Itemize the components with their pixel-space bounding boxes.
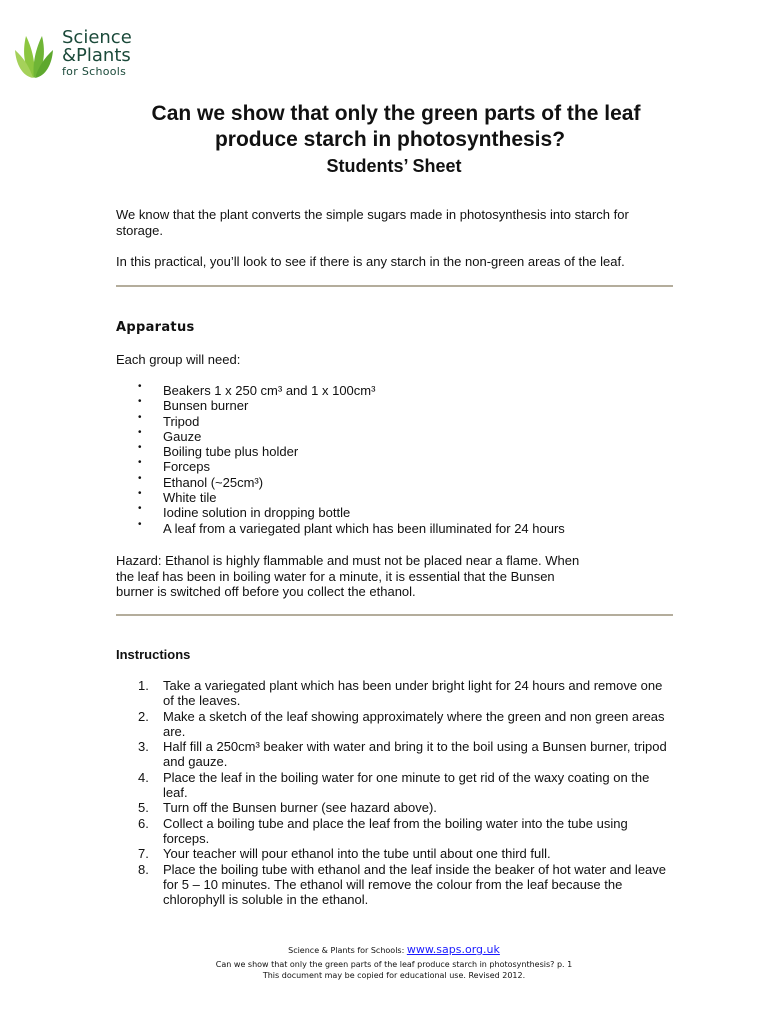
- leaf-logo-icon: [14, 30, 54, 80]
- step-number: 3.: [138, 739, 149, 755]
- step-number: 2.: [138, 708, 149, 724]
- list-item: [116, 678, 676, 709]
- apparatus-lead: Each group will need:: [116, 352, 241, 367]
- step-text: Collect a boiling tube and place the leaf from the boiling water into the tube using forceps.: [163, 815, 628, 846]
- step-text: Place the leaf in the boiling water for one minute to get rid of the waxy coating on the leaf.: [163, 769, 650, 801]
- step-number: 8.: [138, 861, 149, 877]
- bullet-icon: •: [138, 518, 142, 530]
- bullet-icon: •: [138, 503, 142, 515]
- list-item-text: Boiling tube plus holder: [163, 444, 299, 460]
- list-item-text: Tripod: [163, 413, 200, 429]
- list-item: [116, 505, 676, 520]
- section-divider: [116, 614, 673, 616]
- bullet-icon: •: [138, 381, 142, 392]
- list-item-text: Gauze: [163, 428, 202, 444]
- list-item: [116, 398, 676, 413]
- bullet-icon: •: [138, 411, 142, 423]
- list-item: [116, 459, 676, 474]
- list-item: [116, 862, 676, 908]
- bullet-icon: •: [138, 442, 142, 454]
- list-item-text: Beakers 1 x 250 cm³ and 1 x 100cm³: [163, 383, 376, 398]
- list-item: [116, 770, 676, 801]
- step-number: 5.: [138, 800, 149, 816]
- step-text: Your teacher will pour ethanol into the tube until about one third full.: [163, 846, 551, 862]
- list-item-text: Bunsen burner: [163, 398, 249, 414]
- bullet-icon: •: [138, 488, 142, 500]
- hazard-warning: Hazard: Ethanol is highly flammable and must not be placed near a flame. When the leaf has been in boiling water for a minute, it is essential that the Bunsen burner is switched off before you collect the ethanol.: [116, 553, 580, 599]
- step-number: 4.: [138, 769, 149, 785]
- step-text: Turn off the Bunsen burner (see hazard above).: [163, 800, 437, 816]
- footer-org: Science & Plants for Schools:: [288, 946, 405, 955]
- list-item-text: A leaf from a variegated plant which has been illuminated for 24 hours: [163, 520, 565, 536]
- bullet-icon: •: [138, 426, 142, 438]
- step-number: 1.: [138, 678, 149, 693]
- bullet-icon: •: [138, 457, 142, 469]
- page-subtitle: Students’ Sheet: [326, 156, 462, 176]
- intro-paragraph-2: In this practical, you’ll look to see if there is any starch in the non-green areas of the leaf.: [116, 254, 625, 269]
- footer-link[interactable]: www.saps.org.uk: [406, 943, 500, 956]
- list-item-text: Ethanol (~25cm³): [163, 474, 264, 490]
- logo-text-line2: &Plants: [62, 45, 131, 66]
- bullet-icon: •: [138, 472, 142, 484]
- footer-line3: This document may be copied for educational use. Revised 2012.: [262, 971, 526, 980]
- page-title-line1: Can we show that only the green parts of the leaf: [151, 102, 641, 125]
- step-text: Make a sketch of the leaf showing approximately where the green and non green areas are.: [163, 708, 665, 739]
- logo-text-line1: Science: [62, 27, 132, 48]
- list-item: [116, 472, 676, 490]
- bullet-icon: •: [138, 396, 142, 408]
- intro-paragraph-1: We know that the plant converts the simple sugars made in photosynthesis into starch for storage.: [116, 207, 629, 238]
- instructions-heading: Instructions: [116, 647, 191, 662]
- list-item: [116, 444, 676, 459]
- list-item: [116, 518, 676, 536]
- step-text: Half fill a 250cm³ beaker with water and bring it to the boil using a Bunsen burner, tripod and gauze.: [163, 739, 667, 770]
- step-text: Take a variegated plant which has been under bright light for 24 hours and remove one of the leaves.: [163, 678, 663, 709]
- list-item: [116, 846, 676, 861]
- logo-text-line3: for Schools: [62, 65, 127, 78]
- list-item-text: Iodine solution in dropping bottle: [163, 505, 351, 521]
- footer-line2: Can we show that only the green parts of the leaf produce starch in photosynthesis? p. 1: [215, 960, 573, 969]
- step-number: 7.: [138, 846, 149, 862]
- list-item: [116, 816, 676, 847]
- list-item: [116, 709, 676, 740]
- list-item: [116, 800, 676, 815]
- instructions-list: [116, 678, 676, 907]
- list-item-text: Forceps: [163, 459, 210, 475]
- saps-logo: [14, 28, 154, 80]
- list-item-text: White tile: [163, 490, 217, 506]
- apparatus-list: [116, 383, 676, 536]
- list-item: [116, 411, 676, 429]
- section-divider: [116, 285, 673, 287]
- list-item: [116, 739, 676, 770]
- page-title-line2: produce starch in photosynthesis?: [214, 128, 566, 151]
- list-item: [116, 383, 676, 398]
- footer-line1: [116, 944, 672, 956]
- apparatus-heading: Apparatus: [116, 320, 195, 335]
- step-text: Place the boiling tube with ethanol and the leaf inside the beaker of hot water and leave for 5 – 10 minutes. The ethanol will remove the colour from the leaf because the chlorophyll is soluble in the ethanol.: [163, 861, 667, 908]
- step-number: 6.: [138, 815, 149, 831]
- list-item: [116, 426, 676, 444]
- list-item: [116, 490, 676, 505]
